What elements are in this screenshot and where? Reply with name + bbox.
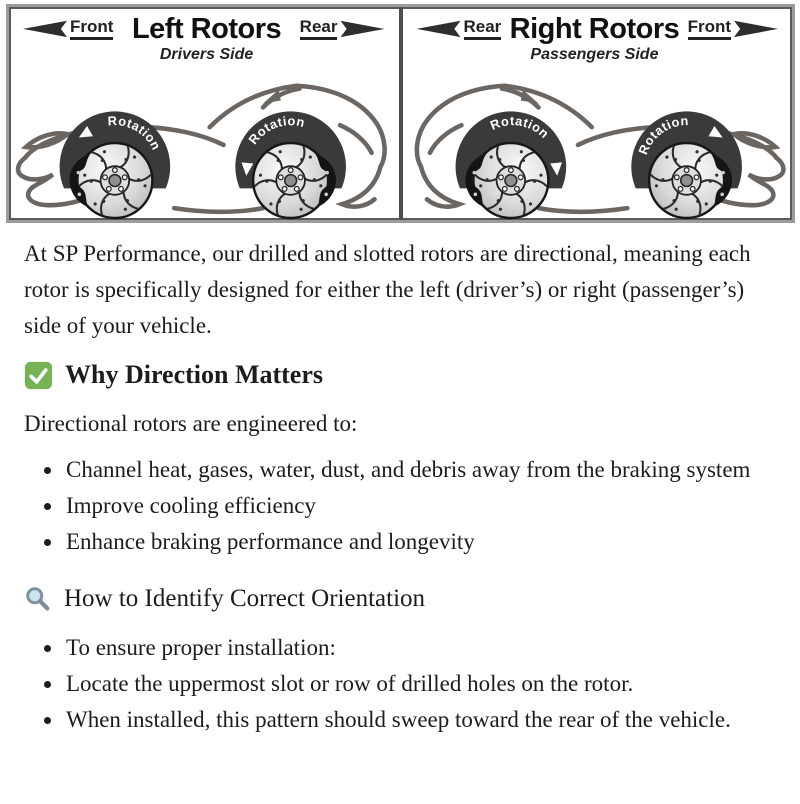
edge-label-text: Rear: [464, 18, 502, 40]
list-item: • To ensure proper installation:: [64, 630, 754, 666]
magnifying-glass-icon: [24, 585, 52, 613]
rear-edge-label: [300, 18, 385, 40]
front-arrow-icon: [23, 20, 67, 37]
rotation-label: Rotation: [634, 113, 689, 157]
left-rotors-panel: [9, 7, 399, 220]
panel-title: Right Rotors: [509, 13, 680, 45]
rear-edge-label: [417, 18, 502, 40]
front-arrow-icon: [734, 20, 778, 37]
right-car-illustration: [403, 64, 793, 220]
right-panel-title-block: [510, 15, 680, 64]
right-rotors-panel: [399, 7, 793, 220]
why-direction-matters-heading: [24, 360, 754, 390]
heading-text: Why Direction Matters: [65, 360, 324, 389]
rear-arrow-icon: [340, 20, 384, 37]
edge-label-text: Front: [688, 18, 731, 40]
edge-label-text: Front: [70, 18, 113, 40]
front-edge-label: [688, 18, 778, 40]
identify-bullet-list: [24, 630, 754, 738]
panel-title: Left Rotors: [131, 13, 282, 45]
rear-arrow-icon: [417, 20, 461, 37]
rotation-label: Rotation: [107, 113, 165, 153]
heading-text: How to Identify Correct Orientation: [64, 585, 426, 612]
intro-paragraph: At SP Performance, our drilled and slotted rotors are directional, meaning each rotor is specifically designed for either the left (driver’s) or right (passenger’s) side of your vehicle.: [24, 241, 751, 338]
identify-orientation-heading: [24, 584, 754, 614]
list-item: • Locate the uppermost slot or row of drilled holes on the rotor.: [64, 666, 754, 702]
left-car-illustration: [9, 64, 399, 220]
list-item: • Channel heat, gases, water, dust, and debris away from the braking system: [64, 452, 754, 488]
rotation-label: Rotation: [487, 113, 552, 142]
rotation-label: Rotation: [245, 113, 307, 148]
rotor-direction-diagram: [6, 4, 795, 223]
right-panel-header: [403, 11, 793, 64]
left-panel-header: [9, 11, 399, 64]
left-panel-title-block: [132, 15, 281, 64]
edge-label-text: Rear: [300, 18, 338, 40]
check-mark-icon: [24, 361, 53, 390]
panel-subtitle: Drivers Side: [159, 46, 254, 63]
list-item: • Enhance braking performance and longevity: [64, 524, 754, 560]
why-bullet-list: [24, 452, 754, 560]
engineered-to-lead: Directional rotors are engineered to:: [24, 411, 358, 436]
list-item: • Improve cooling efficiency: [64, 488, 754, 524]
front-edge-label: [23, 18, 113, 40]
list-item: • When installed, this pattern should sweep toward the rear of the vehicle.: [64, 702, 754, 738]
rotor-direction-article: [0, 223, 800, 738]
panel-subtitle: Passengers Side: [530, 46, 659, 63]
